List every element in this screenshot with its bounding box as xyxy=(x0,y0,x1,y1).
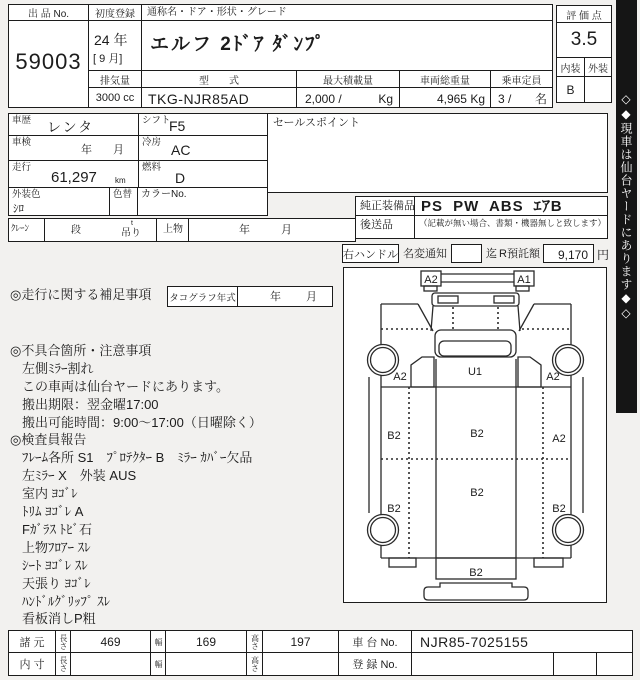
first-reg-box xyxy=(88,20,142,71)
inspector-item: ﾊﾝﾄﾞﾙｸﾞﾘｯﾌﾟ ｽﾚ xyxy=(22,594,111,609)
later-note: （記載が無い場合、書類・機器無しと致します） xyxy=(419,218,607,228)
cooling-value: AC xyxy=(171,142,191,158)
inner-dims-header-cell xyxy=(8,652,56,676)
panel-label-bed-upper: B2 xyxy=(470,428,484,440)
panel-label-tailgate: B2 xyxy=(469,567,483,579)
genuine-value: PS PW ABS ｴｱB xyxy=(421,198,563,215)
inner-height-value-cell xyxy=(262,652,339,676)
length-label: 長さ xyxy=(59,633,68,650)
defect-item: 搬出可能時間：9:00～17:00（日曜除く） xyxy=(22,415,262,430)
inner-length-label-cell xyxy=(55,652,71,676)
inspector-item: 室内 ﾖｺﾞﾚ xyxy=(22,486,78,501)
chassis-label-cell xyxy=(338,630,412,653)
lot-no-box xyxy=(8,20,89,108)
crane-ton-label: t xyxy=(131,220,133,227)
shift-label: シフト xyxy=(142,115,171,126)
vehicle-name-header xyxy=(141,4,553,21)
divider xyxy=(44,219,45,241)
genuine-equipment-box xyxy=(355,196,608,216)
rename-label: 名変通知 xyxy=(403,248,447,260)
displacement-box xyxy=(88,87,142,108)
color-no-cell xyxy=(137,187,268,216)
gross-weight-header xyxy=(399,70,491,88)
panel-label-front-left: A2 xyxy=(424,274,438,286)
dims-label: 諸 元 xyxy=(19,636,45,649)
length-value-cell xyxy=(70,630,151,653)
defect-item: この車両は仙台ヤードにあります。 xyxy=(22,379,229,394)
length-label-cell xyxy=(55,630,71,653)
shift-value: F5 xyxy=(169,118,186,134)
interior-grade-box xyxy=(556,76,585,103)
chassis-label: 車 台 No. xyxy=(352,636,398,649)
exterior-grade-box xyxy=(584,76,612,103)
tacho-value-box xyxy=(237,286,333,307)
length-label: 長さ xyxy=(59,656,68,672)
color-no-label: カラーNo. xyxy=(141,189,187,200)
panel-label-left-fender: A2 xyxy=(393,371,407,383)
panel-label-front-right: A1 xyxy=(517,274,531,286)
gross-weight-box xyxy=(399,87,491,108)
handle-box xyxy=(342,244,399,263)
width-label: 幅 xyxy=(154,637,163,646)
recolor-cell xyxy=(109,187,138,216)
height-label: 高さ xyxy=(250,656,260,672)
ext-color-value: ｼﾛ xyxy=(13,203,24,215)
model-code-label: 型 式 xyxy=(199,75,239,87)
exterior-label: 外装 xyxy=(588,63,608,75)
max-load-box xyxy=(296,87,400,108)
inspector-title: ◎検査員報告 xyxy=(10,432,87,447)
genuine-label: 純正装備品 xyxy=(360,200,415,212)
cooling-cell xyxy=(138,135,268,161)
fuel-label: 燃料 xyxy=(142,162,162,173)
body-month: 月 xyxy=(281,224,292,236)
chassis-no: NJR85-7025155 xyxy=(420,634,529,650)
sales-point-box xyxy=(267,113,608,193)
height-value-cell xyxy=(262,630,339,653)
shift-cell xyxy=(138,113,268,136)
capacity-unit: 名 xyxy=(534,92,547,106)
inspector-item: Fｶﾞﾗｽ ﾄﾋﾞ石 xyxy=(22,522,93,537)
recolor-label: 色替 xyxy=(113,189,133,200)
capacity-label: 乗車定員 xyxy=(501,75,542,87)
interior-grade: B xyxy=(566,82,575,97)
yard-banner: ◇◆現車は仙台ヤードにあります◆◇ xyxy=(616,0,637,413)
score-header xyxy=(556,5,612,23)
height-label: 高さ xyxy=(250,633,260,650)
model-code-value: TKG-NJR85AD xyxy=(148,91,250,107)
reg-extra-cell xyxy=(553,652,597,676)
dims-header-cell xyxy=(8,630,56,653)
deposit-label: R預託額 xyxy=(499,248,540,260)
inner-width-value-cell xyxy=(165,652,247,676)
later-items-box xyxy=(355,215,608,239)
deposit-unit: 円 xyxy=(597,248,610,262)
vehicle-name-label: 通称名・ドア・形状・グレード xyxy=(147,7,287,18)
first-reg-header xyxy=(88,4,142,21)
first-reg-label: 初度登録 xyxy=(95,9,135,20)
crane-label: ｸﾚｰﾝ xyxy=(11,223,30,233)
width-label: 幅 xyxy=(154,660,163,668)
inspector-item: 天張り ﾖｺﾞﾚ xyxy=(22,576,91,591)
mileage-note-title: ◎走行に関する補足事項 xyxy=(10,287,152,302)
width-value-cell xyxy=(165,630,247,653)
inner-height-label-cell xyxy=(246,652,263,676)
panel-label-bed-mid: B2 xyxy=(470,487,484,499)
inspection-month: 月 xyxy=(113,144,124,156)
height-label-cell xyxy=(246,630,263,653)
lot-no-label: 出 品 No. xyxy=(27,9,70,20)
body-label: 上物 xyxy=(163,224,183,235)
reg-extra-cell xyxy=(596,652,633,676)
defects-title: ◎不具合箇所・注意事項 xyxy=(10,343,152,358)
defect-item: 搬出期限：翌金曜17:00 xyxy=(22,397,159,412)
capacity-header xyxy=(490,70,553,88)
panel-label-right-side-upper: A2 xyxy=(552,433,566,445)
tacho-label: タコグラフ年式 xyxy=(169,292,236,304)
inspection-cell xyxy=(8,135,139,161)
cooling-label: 冷房 xyxy=(142,137,162,148)
score-value: 3.5 xyxy=(570,29,598,50)
panel-label-left-side-lower: B2 xyxy=(387,503,401,515)
max-load-value: 2,000 / xyxy=(305,92,342,106)
fuel-value: D xyxy=(175,170,186,186)
gross-weight-value: 4,965 Kg xyxy=(436,92,485,106)
inner-dims-label: 内 寸 xyxy=(19,659,45,671)
displacement-label: 排気量 xyxy=(100,75,130,87)
tacho-year: 年 xyxy=(270,291,281,303)
model-code-box xyxy=(141,87,297,108)
reg-value-cell xyxy=(411,652,554,676)
panel-label-right-fender: A2 xyxy=(546,371,560,383)
divider xyxy=(188,219,189,241)
inspector-item: ｼｰﾄ ﾖｺﾞﾚ ｽﾚ xyxy=(22,558,88,573)
later-label: 後送品 xyxy=(360,219,393,231)
lot-no-value: 59003 xyxy=(15,49,82,74)
reg-label: 登 録 No. xyxy=(352,659,398,671)
displacement-header xyxy=(88,70,142,88)
crane-stage-label: 段 xyxy=(71,225,81,236)
handle-value: 右ハンドル xyxy=(343,248,398,261)
tacho-label-box xyxy=(167,286,238,307)
ext-color-label: 外装色 xyxy=(12,189,41,200)
ext-color-cell xyxy=(8,187,110,216)
divider xyxy=(156,219,157,241)
exterior-header xyxy=(584,57,612,77)
inspector-item: 看板消しP粗 xyxy=(22,611,96,626)
reg-label-cell xyxy=(338,652,412,676)
displacement-value: 3000 cc xyxy=(95,91,135,104)
deposit-value: 9,170 xyxy=(557,248,588,262)
panel-label-right-side-lower: B2 xyxy=(552,503,566,515)
crane-lift-label: 吊り xyxy=(121,228,141,239)
length-value: 469 xyxy=(100,634,121,649)
inner-length-value-cell xyxy=(70,652,151,676)
inspector-item: ﾄﾘﾑ ﾖｺﾞﾚ A xyxy=(22,504,84,519)
defect-item: 左側ﾐﾗｰ割れ xyxy=(22,361,94,376)
first-reg-month: [ 9 月] xyxy=(93,53,123,65)
sales-point-label: セールスポイント xyxy=(273,117,361,129)
inspection-year: 年 xyxy=(81,144,92,156)
vehicle-name-value: エルフ 2ﾄﾞｱ ﾀﾞﾝﾌﾟ xyxy=(150,34,327,55)
capacity-box xyxy=(490,87,553,108)
tacho-month: 月 xyxy=(306,291,317,303)
first-reg-year: 24 年 xyxy=(94,32,128,48)
rename-box xyxy=(451,244,482,263)
inner-width-label-cell xyxy=(150,652,166,676)
inspector-item: 上物ﾌﾛｱｰ ｽﾚ xyxy=(22,540,91,555)
crane-body-row xyxy=(8,218,356,242)
divider xyxy=(414,216,415,238)
chassis-value-cell xyxy=(411,630,633,653)
interior-header xyxy=(556,57,585,77)
width-value: 169 xyxy=(195,634,217,649)
panel-label-left-side-upper: B2 xyxy=(387,430,401,442)
max-load-label: 最大積載量 xyxy=(323,75,373,87)
truck-diagram xyxy=(344,268,606,602)
height-value: 197 xyxy=(290,634,311,649)
divider xyxy=(414,197,415,215)
history-value: レンタ xyxy=(47,119,95,135)
damage-diagram-box xyxy=(343,267,607,603)
interior-label: 内装 xyxy=(560,63,581,75)
inspector-item: ﾌﾚｰﾑ各所 S1 ﾌﾟﾛﾃｸﾀｰ B ﾐﾗｰ ｶﾊﾞｰ欠品 xyxy=(22,450,253,465)
gross-weight-label: 車両総重量 xyxy=(420,75,470,87)
lot-no-header xyxy=(8,4,89,21)
body-year: 年 xyxy=(239,224,250,236)
inspector-item: 左ﾐﾗｰ X 外装 AUS xyxy=(22,468,137,483)
max-load-header xyxy=(296,70,400,88)
history-cell xyxy=(8,113,139,136)
capacity-value: 3 / xyxy=(498,92,512,106)
vehicle-name-box xyxy=(141,20,553,71)
until-label: 迄 xyxy=(486,248,497,260)
mileage-label: 走行 xyxy=(12,162,32,173)
mileage-cell xyxy=(8,160,139,188)
score-label: 評 価 点 xyxy=(566,10,602,22)
panel-label-cab: U1 xyxy=(467,366,483,378)
mileage-unit: km xyxy=(115,176,126,185)
width-label-cell xyxy=(150,630,166,653)
max-load-unit: Kg xyxy=(378,92,393,106)
history-label: 車歴 xyxy=(12,115,32,126)
deposit-box xyxy=(543,244,594,263)
model-code-header xyxy=(141,70,297,88)
fuel-cell xyxy=(138,160,268,188)
inspection-label: 車検 xyxy=(12,137,32,148)
score-box xyxy=(556,22,612,58)
mileage-value: 61,297 xyxy=(51,169,97,186)
